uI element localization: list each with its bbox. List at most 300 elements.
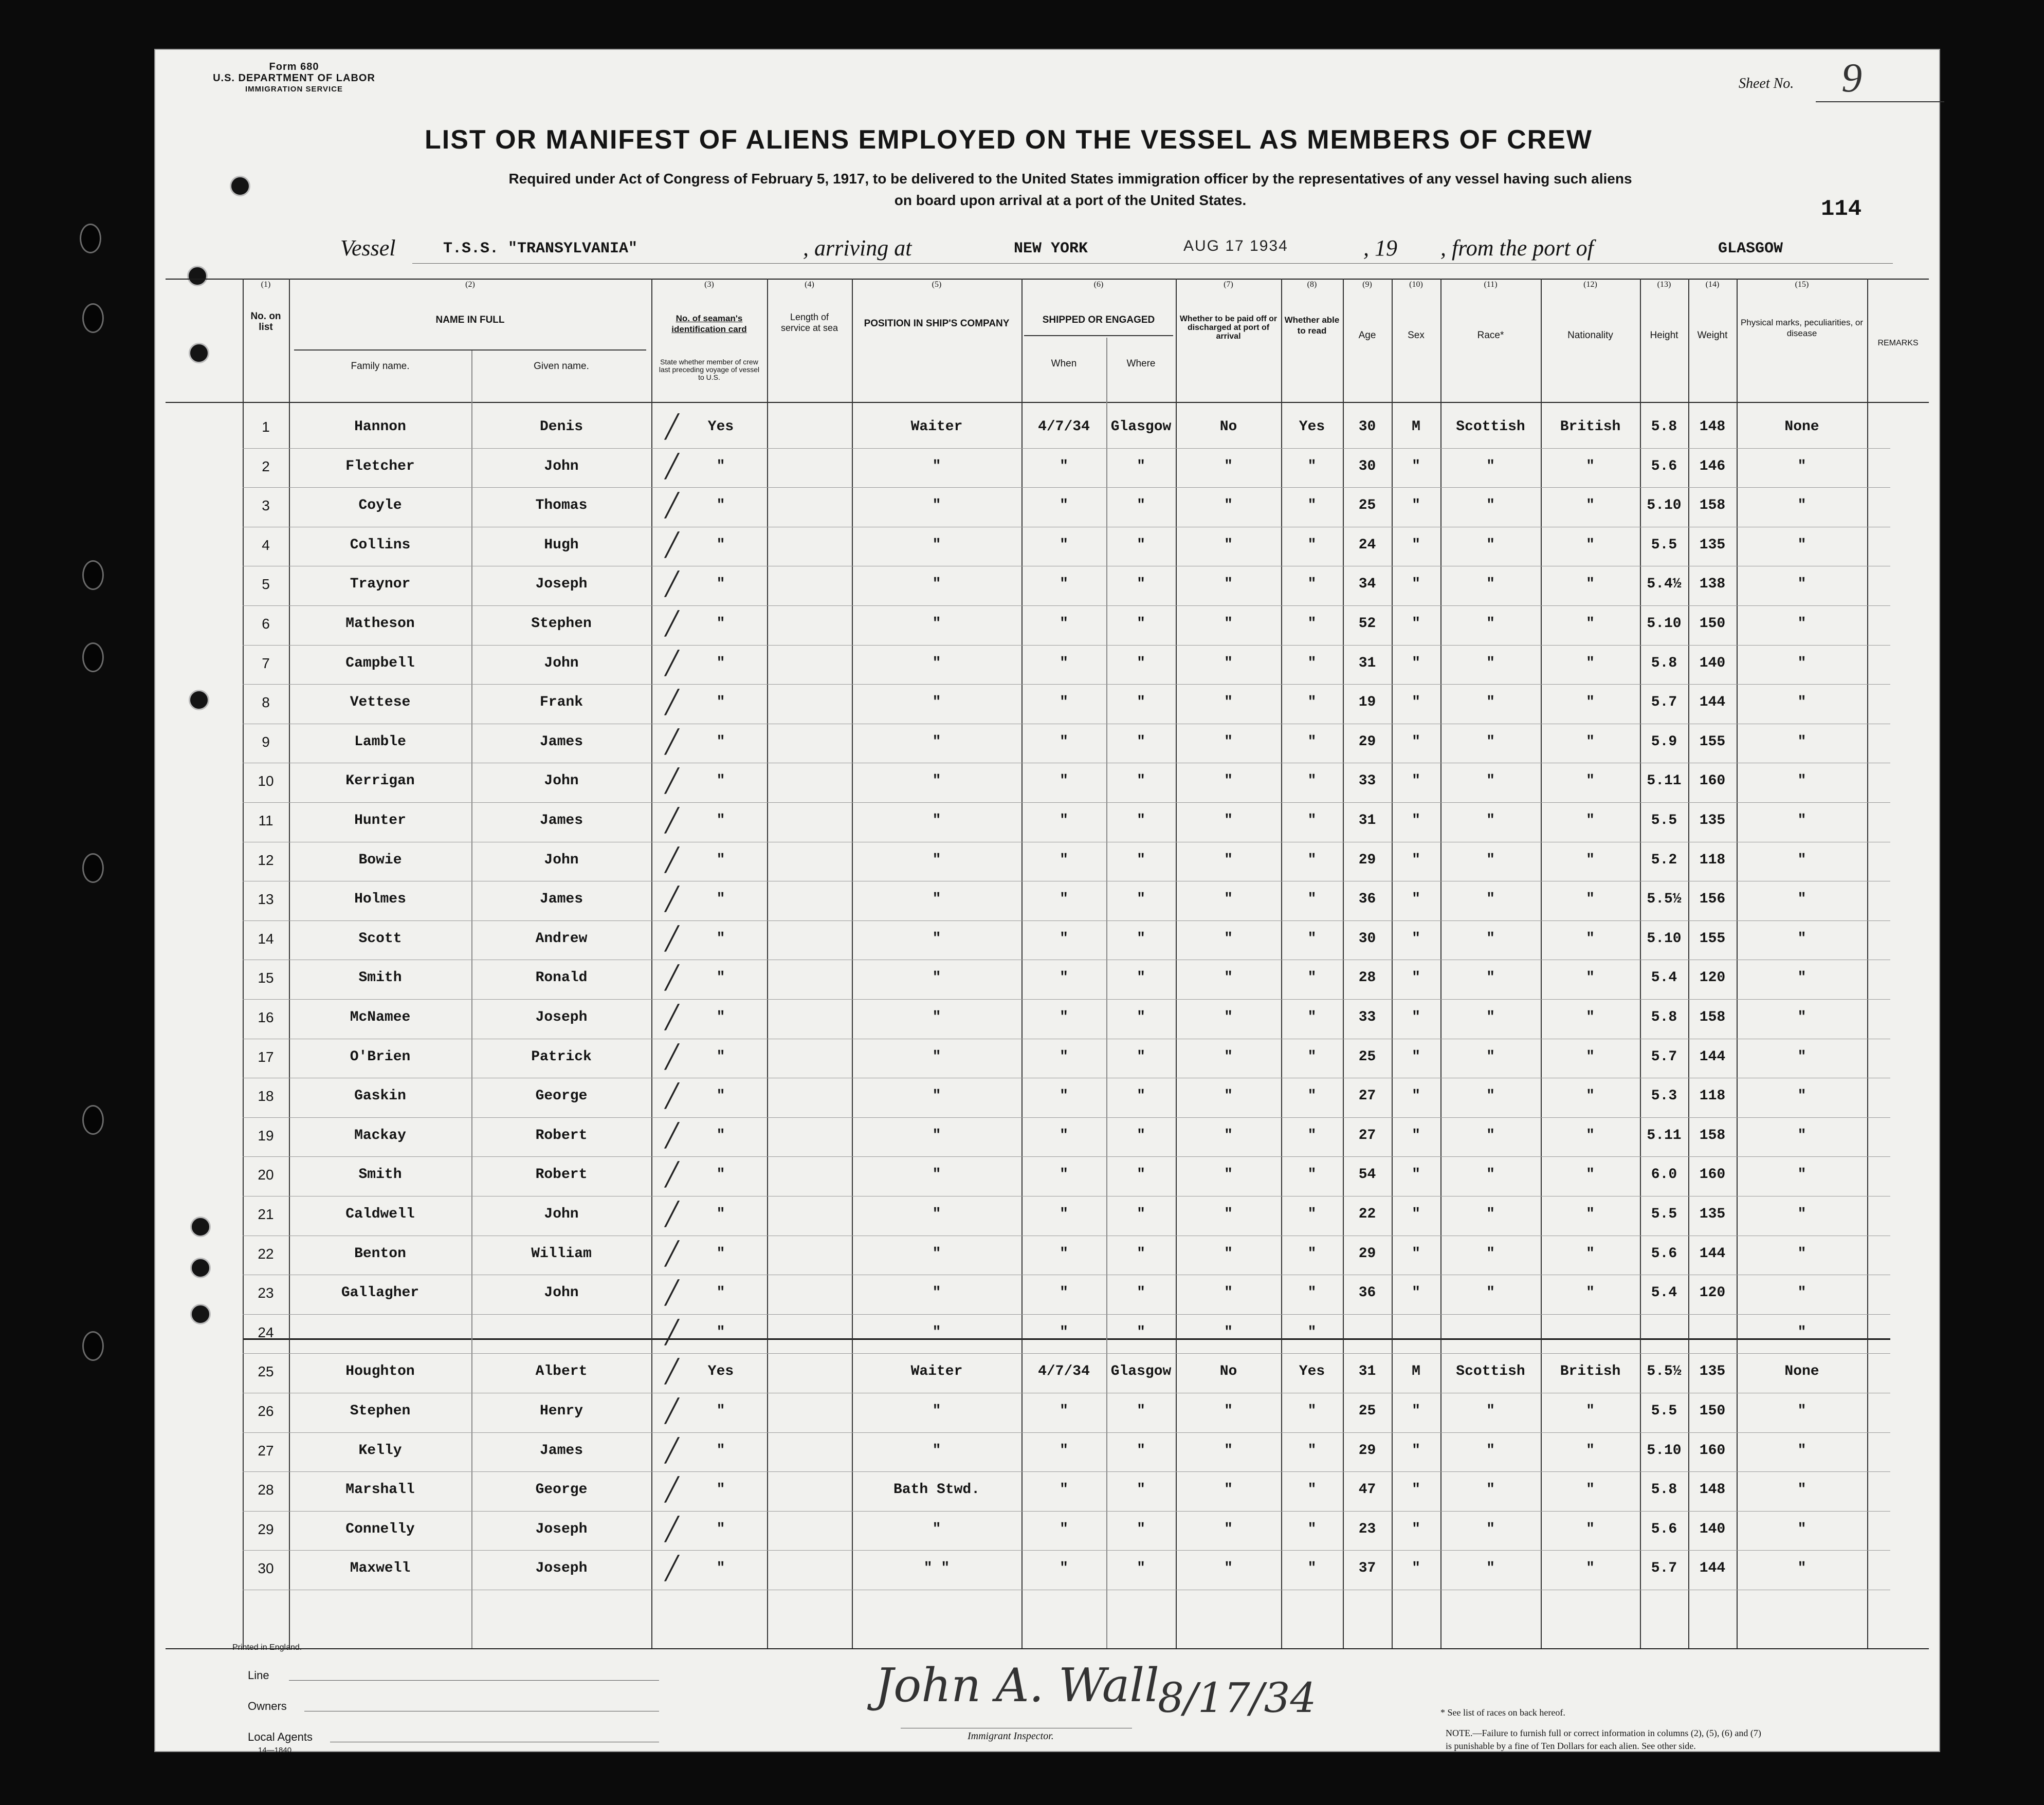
able-read-value: Yes <box>1299 1364 1325 1380</box>
race-value: " <box>1486 1009 1495 1025</box>
position-value: " <box>932 1127 941 1144</box>
height-value: 5.6 <box>1651 1521 1677 1537</box>
weight-value: 155 <box>1699 733 1726 750</box>
check-tick-icon: ╱ <box>665 1477 679 1503</box>
check-tick-icon: ╱ <box>665 689 679 716</box>
paid-off-value: " <box>1224 537 1233 553</box>
shipped-where: " <box>1137 498 1145 514</box>
id-card-value: " <box>716 813 725 828</box>
weight-value: 158 <box>1699 1009 1726 1025</box>
form-service: IMMIGRATION SERVICE <box>245 85 343 94</box>
family-name: McNamee <box>350 1009 411 1025</box>
id-card-value: " <box>716 1442 725 1459</box>
height-value: 5.5 <box>1651 813 1677 828</box>
weight-value: 138 <box>1699 576 1726 593</box>
id-card-value: " <box>716 1403 725 1419</box>
nationality-value: " <box>1586 458 1595 474</box>
paid-off-value: " <box>1224 1285 1233 1301</box>
header-paid-off: Whether to be paid off or discharged at port of arrival <box>1179 315 1278 341</box>
able-read-value: " <box>1307 1482 1317 1498</box>
shipped-when: " <box>1060 1403 1068 1419</box>
shipped-where: " <box>1137 773 1145 789</box>
position-value: " <box>932 1403 941 1419</box>
id-card-value: " <box>716 1245 725 1262</box>
row-number: 16 <box>258 1009 274 1025</box>
shipped-when: " <box>1060 655 1068 671</box>
able-read-value: " <box>1307 537 1317 553</box>
physical-marks-value: " <box>1797 1088 1806 1104</box>
paid-off-value: " <box>1224 498 1233 514</box>
shipped-when: " <box>1060 891 1068 908</box>
sex-value: " <box>1412 1482 1420 1498</box>
age-value: 30 <box>1358 458 1376 474</box>
race-value: " <box>1486 1482 1495 1498</box>
header-remarks: REMARKS <box>1877 339 1919 347</box>
weight-value: 158 <box>1699 1127 1726 1144</box>
height-value: 5.5 <box>1651 1403 1677 1419</box>
position-value: " <box>932 773 941 789</box>
family-name: Matheson <box>345 616 415 632</box>
given-name: Frank <box>539 694 583 711</box>
given-name: John <box>544 852 579 868</box>
physical-marks-value: " <box>1797 1167 1806 1183</box>
sex-value: " <box>1412 655 1420 671</box>
form-code: 14—1840 <box>258 1746 292 1755</box>
punch-hole <box>189 343 209 363</box>
note-line-2: is punishable by a fine of Ten Dollars for each alien. See other side. <box>1446 1741 1696 1751</box>
family-name: Kerrigan <box>345 773 415 789</box>
row-number: 23 <box>258 1285 274 1301</box>
sex-value: " <box>1412 733 1420 750</box>
binder-hole <box>82 1331 104 1361</box>
family-name: Gallagher <box>341 1285 419 1301</box>
punch-hole <box>190 1217 211 1237</box>
check-tick-icon: ╱ <box>665 1004 679 1030</box>
weight-value: 144 <box>1699 1560 1726 1577</box>
family-name: Kelly <box>358 1442 402 1459</box>
race-value: " <box>1486 655 1495 671</box>
physical-marks-value: " <box>1797 694 1806 711</box>
height-value: 5.6 <box>1651 1245 1677 1262</box>
id-card-value: " <box>716 970 725 986</box>
position-value: " <box>932 655 941 671</box>
nationality-value: " <box>1586 1206 1595 1222</box>
header-nationality: Nationality <box>1567 330 1613 341</box>
sex-value: " <box>1412 1048 1420 1065</box>
family-name: Marshall <box>345 1482 415 1498</box>
form-header <box>186 61 402 95</box>
check-tick-icon: ╱ <box>665 1162 679 1188</box>
weight-value: 148 <box>1699 1482 1726 1498</box>
col-num-4: (4) <box>805 280 814 289</box>
id-card-value: " <box>716 1482 725 1498</box>
weight-value: 144 <box>1699 694 1726 711</box>
given-name: John <box>544 1206 579 1222</box>
check-tick-icon: ╱ <box>665 925 679 952</box>
shipped-where: " <box>1137 1206 1145 1222</box>
able-read-value: Yes <box>1299 419 1325 435</box>
age-value: 23 <box>1358 1521 1376 1537</box>
check-tick-icon: ╱ <box>665 1555 679 1582</box>
header-position: POSITION IN SHIP'S COMPANY <box>864 318 1010 329</box>
able-read-value: " <box>1307 1245 1317 1262</box>
nationality-value: " <box>1586 1167 1595 1183</box>
paid-off-value: " <box>1224 1009 1233 1025</box>
nationality-value: " <box>1586 616 1595 632</box>
col-num-15: (15) <box>1795 280 1809 289</box>
check-tick-icon: ╱ <box>665 1201 679 1227</box>
nationality-value: " <box>1586 1245 1595 1262</box>
header-given-name: Given name. <box>534 361 589 372</box>
given-name: Henry <box>539 1403 583 1419</box>
header-length-service: Length of service at sea <box>780 312 838 333</box>
check-tick-icon: ╱ <box>665 1516 679 1542</box>
able-read-value: " <box>1307 733 1317 750</box>
height-value: 5.9 <box>1651 733 1677 750</box>
sex-value: " <box>1412 970 1420 986</box>
able-read-value: " <box>1307 1285 1317 1301</box>
shipped-where: " <box>1137 930 1145 947</box>
id-card-value: " <box>716 1521 725 1537</box>
physical-marks-value: " <box>1797 1521 1806 1537</box>
race-value: " <box>1486 1127 1495 1144</box>
race-value: " <box>1486 576 1495 593</box>
age-value: 37 <box>1358 1560 1376 1577</box>
age-value: 29 <box>1358 1245 1376 1262</box>
sex-value: " <box>1412 1403 1420 1419</box>
row-number: 13 <box>258 891 274 908</box>
height-value: 5.5½ <box>1647 891 1682 908</box>
nationality-value: " <box>1586 1009 1595 1025</box>
given-name: John <box>544 1285 579 1301</box>
binder-hole <box>82 1105 104 1135</box>
check-tick-icon: ╱ <box>665 1240 679 1267</box>
age-value: 34 <box>1358 576 1376 593</box>
row-number: 28 <box>258 1482 274 1498</box>
sex-value: " <box>1412 813 1420 828</box>
age-value: 22 <box>1358 1206 1376 1222</box>
race-value: " <box>1486 1088 1495 1104</box>
from-port-label: , from the port of <box>1440 235 1594 261</box>
col-num-13: (13) <box>1657 280 1671 289</box>
position-value: " <box>932 1167 941 1183</box>
physical-marks-value: " <box>1797 1324 1806 1340</box>
binder-hole <box>82 303 104 333</box>
shipped-where: " <box>1137 1088 1145 1104</box>
age-value: 30 <box>1358 419 1376 435</box>
sheet-no-label: Sheet No. <box>1739 76 1794 91</box>
sex-value: " <box>1412 537 1420 553</box>
shipped-when: " <box>1060 1245 1068 1262</box>
weight-value: 135 <box>1699 1364 1726 1380</box>
paid-off-value: " <box>1224 1403 1233 1419</box>
id-card-value: " <box>716 655 725 671</box>
age-value: 27 <box>1358 1088 1376 1104</box>
check-tick-icon: ╱ <box>665 1398 679 1424</box>
inspector-signature: John A. Wall <box>875 1659 1159 1712</box>
footer-line-label: Line <box>248 1669 269 1682</box>
age-value: 29 <box>1358 1442 1376 1459</box>
check-tick-icon: ╱ <box>665 650 679 676</box>
shipped-where: " <box>1137 1245 1145 1262</box>
nationality-value: " <box>1586 930 1595 947</box>
paid-off-value: " <box>1224 1088 1233 1104</box>
row-number: 11 <box>258 813 273 828</box>
age-value: 33 <box>1358 773 1376 789</box>
nationality-value: " <box>1586 1285 1595 1301</box>
shipped-when: " <box>1060 1324 1068 1340</box>
col-num-8: (8) <box>1307 280 1317 289</box>
paid-off-value: " <box>1224 694 1233 711</box>
col-num-3: (3) <box>704 280 714 289</box>
col-num-7: (7) <box>1224 280 1233 289</box>
shipped-when: " <box>1060 1521 1068 1537</box>
check-tick-icon: ╱ <box>665 531 679 558</box>
race-value: " <box>1486 891 1495 908</box>
physical-marks-value: None <box>1784 419 1819 435</box>
id-card-value: Yes <box>707 419 734 435</box>
physical-marks-value: " <box>1797 930 1806 947</box>
height-value: 5.7 <box>1651 694 1677 711</box>
shipped-when: " <box>1060 930 1068 947</box>
binder-hole <box>80 224 101 253</box>
shipped-where: " <box>1137 813 1145 828</box>
header-sex: Sex <box>1408 330 1425 341</box>
footer-owners-label: Owners <box>248 1700 287 1712</box>
able-read-value: " <box>1307 655 1317 671</box>
height-value: 5.10 <box>1647 930 1682 947</box>
position-value: " <box>932 1206 941 1222</box>
physical-marks-value: " <box>1797 773 1806 789</box>
header-able-read: Whether able to read <box>1284 315 1340 336</box>
paid-off-value: " <box>1224 773 1233 789</box>
subtitle-line-2: on board upon arrival at a port of the United States. <box>894 192 1247 208</box>
id-card-value: " <box>716 576 725 593</box>
able-read-value: " <box>1307 930 1317 947</box>
paid-off-value: " <box>1224 1167 1233 1183</box>
family-name: O'Brien <box>350 1048 411 1065</box>
shipped-when: " <box>1060 1127 1068 1144</box>
sex-value: " <box>1412 891 1420 908</box>
id-card-value: " <box>716 1206 725 1222</box>
weight-value: 144 <box>1699 1048 1726 1065</box>
paid-off-value: " <box>1224 576 1233 593</box>
shipped-when: 4/7/34 <box>1038 419 1090 435</box>
shipped-when: " <box>1060 1048 1068 1065</box>
weight-value: 140 <box>1699 655 1726 671</box>
age-value: 25 <box>1358 498 1376 514</box>
nationality-value: British <box>1560 1364 1621 1380</box>
page-number: 114 <box>1821 196 1862 222</box>
paid-off-value: " <box>1224 1324 1233 1340</box>
races-note: * See list of races on back hereof. <box>1440 1707 1565 1718</box>
height-value: 6.0 <box>1651 1167 1677 1183</box>
given-name: Joseph <box>535 1560 588 1577</box>
weight-value: 120 <box>1699 1285 1726 1301</box>
position-value: " <box>932 1048 941 1065</box>
id-card-value: " <box>716 1560 725 1577</box>
row-number: 3 <box>262 498 270 514</box>
shipped-when: " <box>1060 852 1068 868</box>
row-number: 22 <box>258 1245 274 1262</box>
paid-off-value: " <box>1224 813 1233 828</box>
header-shipped: SHIPPED OR ENGAGED <box>1042 315 1155 325</box>
weight-value: 135 <box>1699 537 1726 553</box>
race-value: " <box>1486 1521 1495 1537</box>
able-read-value: " <box>1307 1324 1317 1340</box>
race-value: " <box>1486 930 1495 947</box>
shipped-when: " <box>1060 1285 1068 1301</box>
row-number: 12 <box>258 852 274 868</box>
row-number: 29 <box>258 1521 274 1537</box>
age-value: 31 <box>1358 1364 1376 1380</box>
family-name: Lamble <box>354 733 406 750</box>
shipped-when: " <box>1060 537 1068 553</box>
paid-off-value: " <box>1224 852 1233 868</box>
check-tick-icon: ╱ <box>665 571 679 598</box>
age-value: 31 <box>1358 813 1376 828</box>
position-value: " <box>932 733 941 750</box>
shipped-when: " <box>1060 576 1068 593</box>
header-no-on-list: No. on list <box>250 311 281 333</box>
id-card-value: " <box>716 537 725 553</box>
given-name: Joseph <box>535 1009 588 1025</box>
race-value: " <box>1486 733 1495 750</box>
race-value: " <box>1486 1442 1495 1459</box>
height-value: 5.5 <box>1651 1206 1677 1222</box>
row-number: 25 <box>258 1364 274 1380</box>
race-value: " <box>1486 970 1495 986</box>
race-value: Scottish <box>1456 1364 1525 1380</box>
sex-value: " <box>1412 1009 1420 1025</box>
age-value: 24 <box>1358 537 1376 553</box>
family-name: Hunter <box>354 813 406 828</box>
sex-value: " <box>1412 1206 1420 1222</box>
able-read-value: " <box>1307 852 1317 868</box>
paid-off-value: " <box>1224 616 1233 632</box>
nationality-value: " <box>1586 773 1595 789</box>
age-value: 27 <box>1358 1127 1376 1144</box>
header-name-in-full: NAME IN FULL <box>435 315 505 325</box>
family-name: Collins <box>350 537 411 553</box>
header-family-name: Family name. <box>351 361 410 372</box>
position-value: Waiter <box>910 419 963 435</box>
arriving-label: , arriving at <box>803 235 912 261</box>
position-value: " <box>932 1521 941 1537</box>
physical-marks-value: " <box>1797 1442 1806 1459</box>
nationality-value: " <box>1586 655 1595 671</box>
nationality-value: " <box>1586 1127 1595 1144</box>
nationality-value: " <box>1586 813 1595 828</box>
height-value: 5.8 <box>1651 1482 1677 1498</box>
weight-value: 158 <box>1699 498 1726 514</box>
id-card-value: " <box>716 458 725 474</box>
shipped-where: " <box>1137 1403 1145 1419</box>
position-value: " <box>932 1088 941 1104</box>
sex-value: " <box>1412 458 1420 474</box>
height-value: 5.6 <box>1651 458 1677 474</box>
weight-value: 156 <box>1699 891 1726 908</box>
position-value: " <box>932 891 941 908</box>
family-name: Gaskin <box>354 1088 406 1104</box>
able-read-value: " <box>1307 773 1317 789</box>
given-name: Thomas <box>535 498 588 514</box>
height-value: 5.7 <box>1651 1560 1677 1577</box>
able-read-value: " <box>1307 1127 1317 1144</box>
family-name: Stephen <box>350 1403 411 1419</box>
binder-hole <box>82 853 104 883</box>
position-value: " <box>932 970 941 986</box>
shipped-where: " <box>1137 970 1145 986</box>
sheet-no-value: 9 <box>1841 56 1862 101</box>
sex-value: " <box>1412 1245 1420 1262</box>
shipped-when: " <box>1060 813 1068 828</box>
check-tick-icon: ╱ <box>665 807 679 834</box>
height-value: 5.5½ <box>1647 1364 1682 1380</box>
check-tick-icon: ╱ <box>665 492 679 519</box>
punch-hole <box>190 1304 211 1324</box>
col-num-11: (11) <box>1484 280 1498 289</box>
physical-marks-value: " <box>1797 813 1806 828</box>
age-value: 52 <box>1358 616 1376 632</box>
height-value: 5.2 <box>1651 852 1677 868</box>
given-name: Hugh <box>544 537 579 553</box>
weight-value: 135 <box>1699 813 1726 828</box>
physical-marks-value: " <box>1797 733 1806 750</box>
physical-marks-value: " <box>1797 1009 1806 1025</box>
age-value: 19 <box>1358 694 1376 711</box>
able-read-value: " <box>1307 1009 1317 1025</box>
header-where: Where <box>1126 358 1156 369</box>
physical-marks-value: " <box>1797 852 1806 868</box>
physical-marks-value: " <box>1797 970 1806 986</box>
nationality-value: " <box>1586 1521 1595 1537</box>
nationality-value: " <box>1586 891 1595 908</box>
able-read-value: " <box>1307 616 1317 632</box>
row-number: 2 <box>262 458 270 474</box>
shipped-where: Glasgow <box>1110 419 1172 435</box>
shipped-where: " <box>1137 1442 1145 1459</box>
shipped-where: " <box>1137 852 1145 868</box>
row-number: 5 <box>262 576 270 593</box>
header-age: Age <box>1358 330 1376 341</box>
paid-off-value: " <box>1224 1521 1233 1537</box>
check-tick-icon: ╱ <box>665 453 679 480</box>
paid-off-value: " <box>1224 930 1233 947</box>
nationality-value: " <box>1586 537 1595 553</box>
sex-value: " <box>1412 576 1420 593</box>
given-name: James <box>539 733 583 750</box>
race-value: " <box>1486 1167 1495 1183</box>
col-num-2: (2) <box>465 280 475 289</box>
able-read-value: " <box>1307 694 1317 711</box>
race-value: " <box>1486 773 1495 789</box>
col-num-10: (10) <box>1409 280 1423 289</box>
physical-marks-value: " <box>1797 458 1806 474</box>
race-value: " <box>1486 1048 1495 1065</box>
shipped-where: " <box>1137 1048 1145 1065</box>
shipped-where: " <box>1137 655 1145 671</box>
position-value: " <box>932 813 941 828</box>
race-value: " <box>1486 1206 1495 1222</box>
physical-marks-value: " <box>1797 576 1806 593</box>
paid-off-value: " <box>1224 1245 1233 1262</box>
age-value: 30 <box>1358 930 1376 947</box>
given-name: John <box>544 458 579 474</box>
shipped-when: " <box>1060 498 1068 514</box>
given-name: James <box>539 813 583 828</box>
race-value: " <box>1486 1560 1495 1577</box>
